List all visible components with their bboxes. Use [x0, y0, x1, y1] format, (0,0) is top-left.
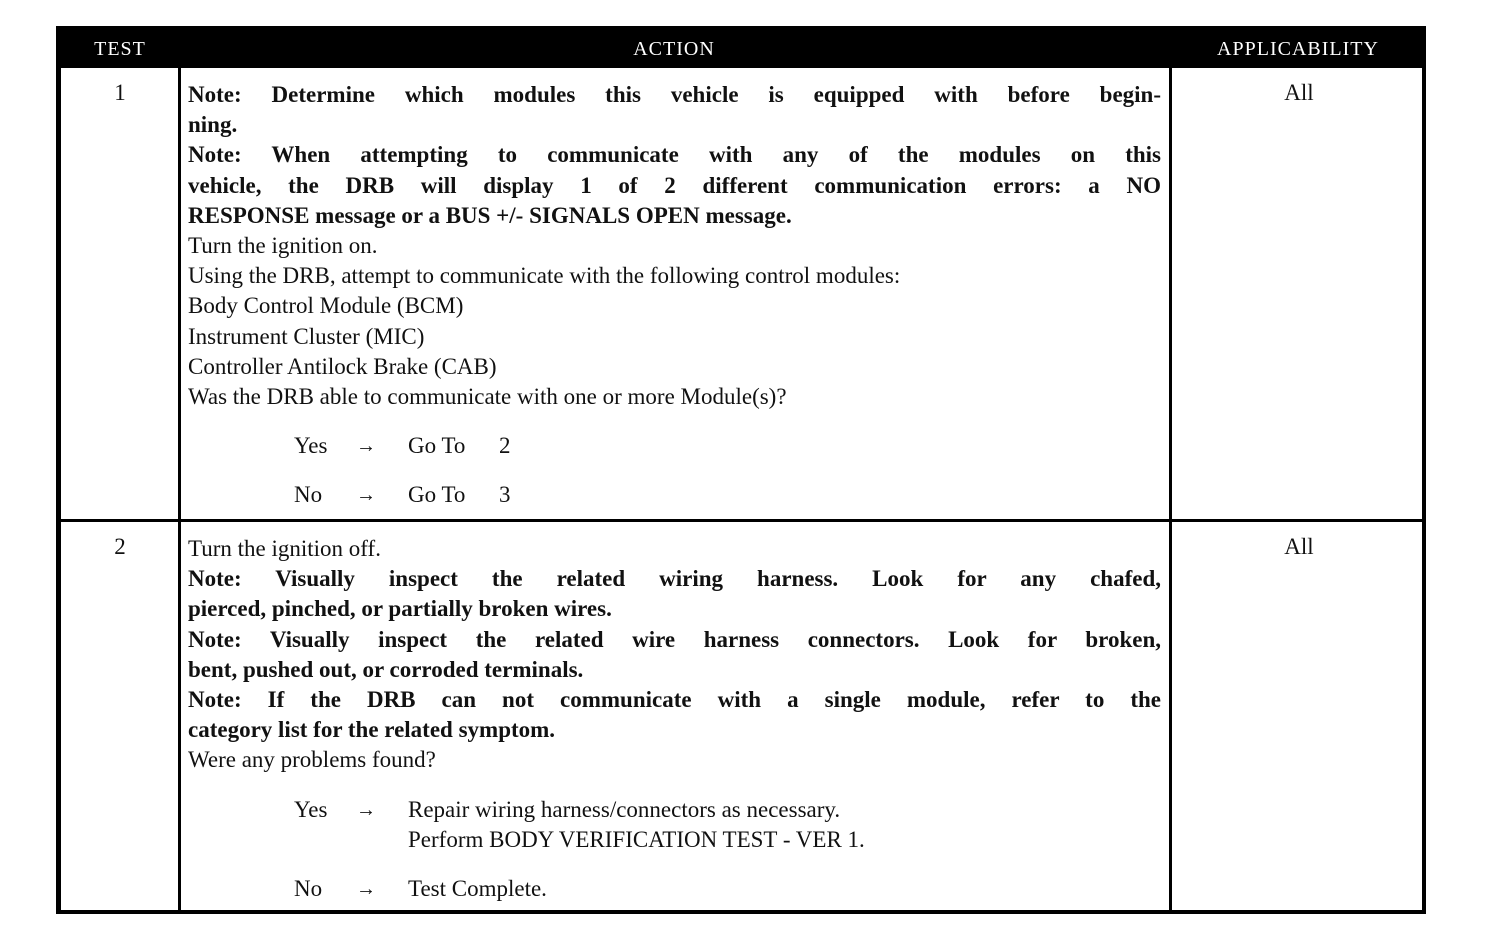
question-line: Was the DRB able to communicate with one or more Module(s)? — [188, 384, 787, 410]
note-line: category list for the related symptom. — [188, 717, 556, 743]
instruction-line: Turn the ignition on. — [188, 233, 378, 259]
no-label: No — [294, 875, 323, 901]
note-line: bent, pushed out, or corroded terminals. — [188, 656, 584, 682]
action-cell — [188, 534, 1161, 904]
test-number: 2 — [114, 534, 126, 559]
arrow-right-icon: → — [356, 798, 376, 821]
diagnostic-table — [56, 26, 1426, 914]
module-line: Instrument Cluster (MIC) — [188, 323, 425, 349]
applicability-value: All — [1284, 534, 1314, 559]
yes-branch — [188, 795, 1161, 855]
note-line: Note: Determine which modules this vehicle is equipped with before begin- — [188, 82, 1161, 107]
note-line: RESPONSE message or a BUS +/- SIGNALS OPEN message. — [188, 202, 792, 228]
no-label: No — [294, 482, 323, 508]
header-action: ACTION — [633, 38, 715, 60]
note-line: Note: Visually inspect the related wire harness connectors. Look for broken, — [188, 626, 1161, 652]
note-line: Note: If the DRB can not communicate with a single module, refer to the — [188, 687, 1161, 713]
yes-branch — [188, 431, 1161, 461]
note-line: Note: When attempting to communicate with any of the modules on this — [188, 142, 1161, 168]
note-line: pierced, pinched, or partially broken wires. — [188, 596, 612, 622]
branch-text: Repair wiring harness/connectors as necessary. — [408, 796, 841, 822]
table-header — [61, 30, 1422, 68]
branch-text: Test Complete. — [408, 875, 547, 901]
arrow-right-icon: → — [356, 484, 376, 507]
note-line: Note: Visually inspect the related wiring harness. Look for any chafed, — [188, 566, 1161, 592]
question-line: Were any problems found? — [188, 747, 436, 773]
yes-label: Yes — [294, 796, 328, 822]
table-row — [61, 522, 1422, 914]
table-row — [61, 68, 1422, 519]
test-number: 1 — [114, 80, 126, 105]
instruction-line: Turn the ignition off. — [188, 536, 381, 561]
goto-target: 2 — [499, 433, 511, 459]
note-line: ning. — [188, 112, 238, 138]
goto-label: Go To — [408, 433, 466, 459]
no-branch — [188, 874, 1161, 904]
instruction-line: Using the DRB, attempt to communicate with the following control modules: — [188, 263, 901, 289]
applicability-value: All — [1284, 80, 1314, 105]
goto-label: Go To — [408, 482, 466, 508]
goto-target: 3 — [499, 482, 511, 508]
header-applicability: APPLICABILITY — [1217, 38, 1379, 60]
header-test: TEST — [94, 38, 146, 60]
branch-text: Perform BODY VERIFICATION TEST - VER 1. — [408, 826, 865, 852]
module-line: Body Control Module (BCM) — [188, 293, 464, 319]
no-branch — [188, 480, 1161, 510]
note-line: vehicle, the DRB will display 1 of 2 different communication errors: a NO — [188, 172, 1161, 198]
action-cell — [188, 80, 1161, 510]
arrow-right-icon: → — [356, 877, 376, 900]
module-line: Controller Antilock Brake (CAB) — [188, 353, 497, 379]
arrow-right-icon: → — [356, 435, 376, 458]
yes-label: Yes — [294, 433, 328, 459]
